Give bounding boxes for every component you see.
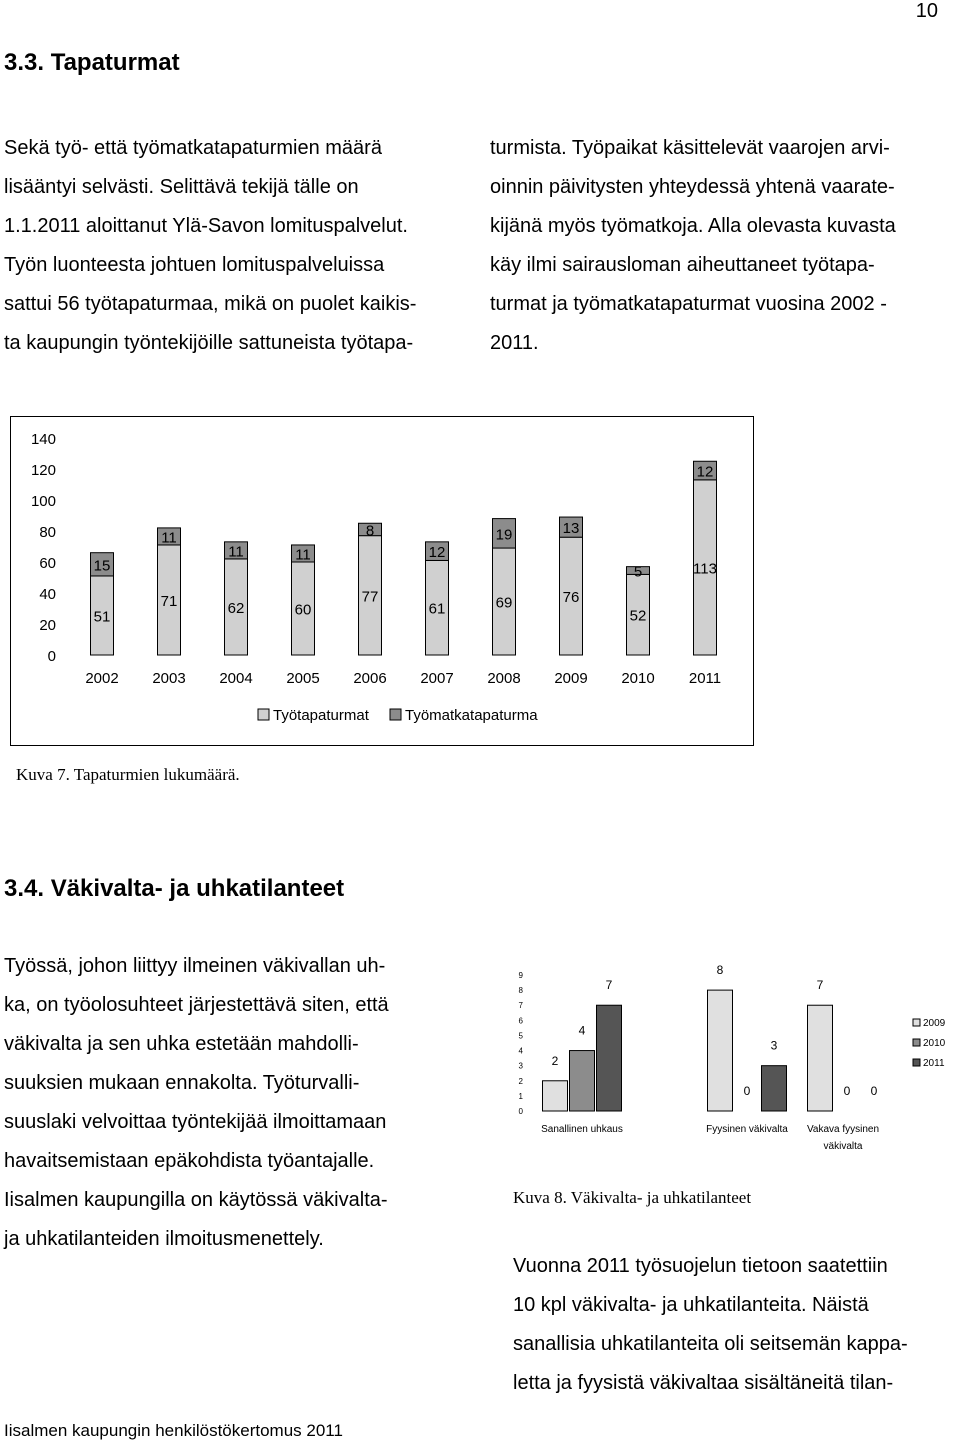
legend-label: 2010 — [923, 1038, 946, 1049]
data-label: 13 — [562, 520, 580, 538]
bar-2009 — [543, 1081, 568, 1111]
y-tick-label: 100 — [30, 493, 56, 510]
data-label: 69 — [495, 594, 513, 612]
y-tick-label: 9 — [518, 971, 523, 980]
y-tick-label: 120 — [30, 462, 56, 479]
section-heading-tapaturmat: 3.3. Tapaturmat — [4, 49, 180, 76]
data-label: 0 — [870, 1084, 878, 1098]
page-footer: Iisalmen kaupungin henkilöstökertomus 2011 — [4, 1421, 343, 1440]
y-tick-label: 140 — [30, 431, 56, 448]
data-label: 2 — [551, 1053, 559, 1068]
section-heading-vakivalta: 3.4. Väkivalta- ja uhkatilanteet — [4, 875, 345, 902]
x-tick-label: 2005 — [286, 670, 320, 687]
x-tick-label: väkivalta — [823, 1141, 863, 1152]
legend-label: 2011 — [923, 1058, 945, 1069]
bar-2009 — [808, 1005, 833, 1111]
bar-2009 — [708, 990, 733, 1111]
x-tick-label: 2008 — [487, 670, 521, 687]
y-tick-label: 40 — [39, 586, 56, 603]
y-tick-label: 3 — [518, 1061, 523, 1071]
data-label: 7 — [605, 978, 613, 993]
data-label: 7 — [816, 978, 824, 993]
legend-label: Työmatkatapaturma — [405, 707, 538, 724]
y-tick-label: 1 — [518, 1091, 523, 1101]
y-tick-label: 0 — [47, 648, 56, 665]
legend-label: Työtapaturmat — [273, 707, 369, 724]
legend-swatch — [390, 709, 401, 720]
x-tick-label: Fyysinen väkivalta — [706, 1124, 788, 1135]
y-tick-label: 0 — [518, 1107, 523, 1116]
y-tick-label: 60 — [39, 555, 56, 572]
data-label: 12 — [696, 463, 714, 481]
x-tick-label: 2011 — [688, 670, 722, 687]
x-tick-label: 2004 — [219, 670, 253, 687]
data-label: 8 — [716, 963, 724, 978]
data-label: 62 — [227, 599, 245, 617]
x-tick-label: 2006 — [353, 670, 387, 687]
data-label: 52 — [629, 607, 647, 625]
x-tick-label: Vakava fyysinen — [806, 1124, 880, 1135]
data-label: 3 — [770, 1038, 778, 1053]
legend-swatch — [913, 1019, 920, 1026]
data-label: 0 — [743, 1084, 751, 1098]
figure-caption-kuva8: Kuva 8. Väkivalta- ja uhkatilanteet — [513, 1188, 752, 1207]
data-label: 8 — [365, 522, 375, 540]
data-label: 61 — [428, 600, 446, 618]
data-label: 76 — [562, 589, 580, 607]
legend-swatch — [913, 1039, 920, 1046]
y-tick-label: 80 — [39, 524, 56, 541]
data-label: 15 — [93, 557, 111, 575]
y-tick-label: 5 — [518, 1031, 523, 1041]
x-tick-label: 2003 — [152, 670, 186, 687]
data-label: 19 — [495, 526, 513, 544]
x-tick-label: 2010 — [621, 670, 655, 687]
data-label: 12 — [428, 544, 446, 562]
y-tick-label: 6 — [518, 1016, 523, 1026]
x-tick-label: 2009 — [554, 670, 588, 687]
data-label: 0 — [843, 1084, 851, 1098]
violence-chart — [508, 963, 960, 1163]
page-number: 10 — [915, 0, 938, 22]
x-tick-label: 2002 — [85, 670, 119, 687]
vakivalta-paragraph-col1: Työssä, johon liittyy ilmeinen väkivallan uh- ka, on työolosuhteet järjestettävä siten, että väkivalta ja sen uhka estetään mahdolli- suuksien mukaan ennakolta. Työturvalli- suuslaki velvoittaa työntekijää ilmoittamaan havaitsemistaan epäkohdista työantajalle. Iisalmen kaupungilla on käytössä väkivalta- ja uhkatilanteiden ilmoitusmenettely. — [4, 955, 389, 1250]
y-tick-label: 7 — [518, 1001, 523, 1011]
accident-chart — [10, 416, 754, 746]
data-label: 113 — [693, 560, 717, 578]
y-tick-label: 2 — [518, 1076, 523, 1086]
data-label: 11 — [228, 543, 244, 561]
data-label: 60 — [294, 601, 312, 619]
legend-label: 2009 — [923, 1018, 946, 1029]
tapaturmat-paragraph-col2: turmista. Työpaikat käsittelevät vaarojen arvi- oinnin päivitysten yhteydessä yhtenä vaarate- kijänä myös työmatkoja. Alla olevasta kuvasta käy ilmi sairausloman aiheuttaneet työtapa- turmat ja työmatkatapaturmat vuosina 2002 - 2011. — [490, 137, 896, 354]
y-tick-label: 20 — [39, 617, 56, 634]
data-label: 5 — [633, 563, 643, 581]
data-label: 71 — [160, 592, 178, 610]
x-tick-label: 2007 — [420, 670, 454, 687]
data-label: 51 — [93, 608, 111, 626]
vakivalta-paragraph-col2: Vuonna 2011 työsuojelun tietoon saatettiin 10 kpl väkivalta- ja uhkatilanteita. Näistä sanallisia uhkatilanteita oli seitsemän kappa- letta ja fyysistä väkivaltaa sisältäneitä tilan- — [513, 1255, 908, 1394]
data-label: 11 — [295, 546, 311, 564]
bar-2010 — [570, 1051, 595, 1111]
bar-2011 — [597, 1005, 622, 1111]
legend-swatch — [258, 709, 269, 720]
data-label: 4 — [578, 1023, 586, 1038]
figure-caption-kuva7: Kuva 7. Tapaturmien lukumäärä. — [16, 765, 240, 784]
y-tick-label: 8 — [518, 986, 523, 996]
legend-swatch — [913, 1059, 920, 1066]
bar-2011 — [762, 1066, 787, 1111]
data-label: 77 — [361, 588, 379, 606]
tapaturmat-paragraph-col1: Sekä työ- että työmatkatapaturmien määrä lisääntyi selvästi. Selittävä tekijä tälle on 1.1.2011 aloittanut Ylä-Savon lomituspalvelut. Työn luonteesta johtuen lomituspalveluissa sattui 56 työtapaturmaa, mikä on puolet kaikis- ta kaupungin työntekijöille sattuneista työtapa- — [4, 137, 417, 354]
data-label: 11 — [161, 529, 177, 547]
y-tick-label: 4 — [518, 1046, 523, 1056]
x-tick-label: Sanallinen uhkaus — [541, 1124, 623, 1135]
